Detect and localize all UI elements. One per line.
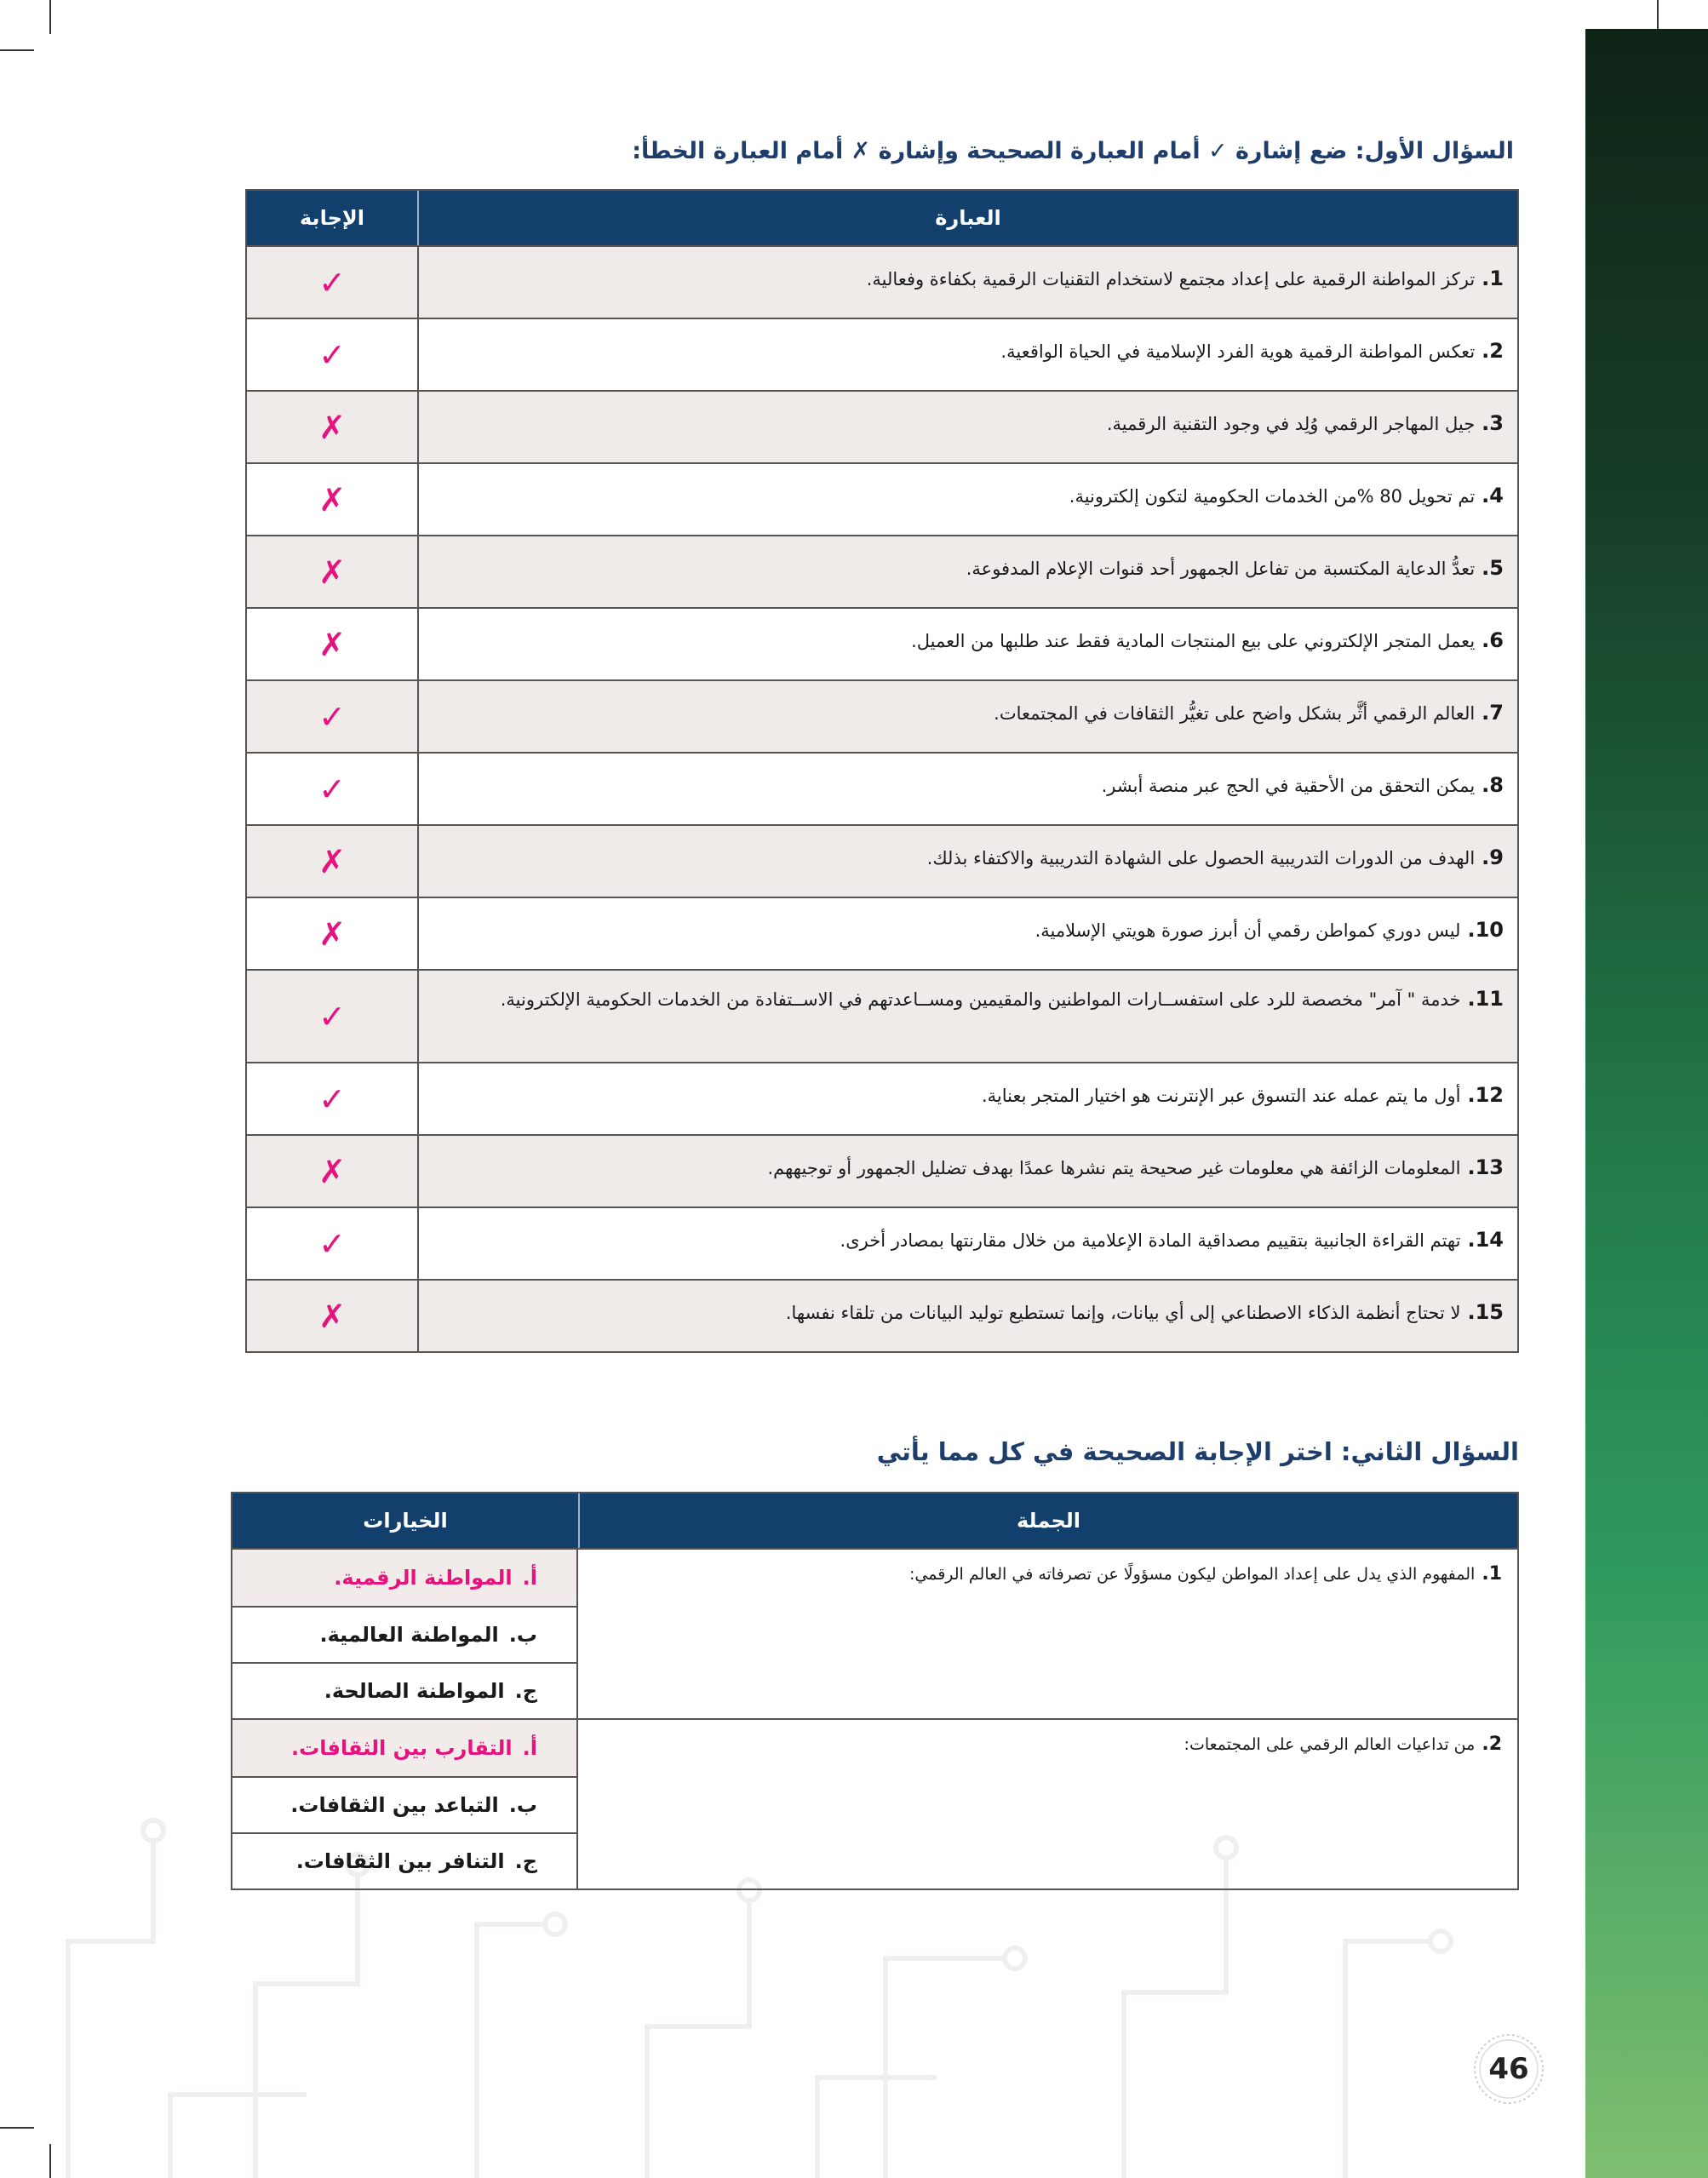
option: [232, 1662, 576, 1718]
statement-content: [1000, 319, 1504, 371]
statement-cell: [419, 681, 1517, 752]
sentence-cell: [578, 1720, 1517, 1889]
answer-column-header: الإجابة: [247, 191, 419, 245]
option-text: التنافر بين الثقافات.: [295, 1849, 505, 1873]
statement-number: 7.: [1482, 701, 1504, 725]
statement-content: [927, 826, 1504, 878]
check-mark-icon: ✓: [247, 1063, 419, 1134]
cross-mark-icon: ✗: [247, 392, 419, 462]
question-item: [232, 1718, 1517, 1889]
statement-number: 12.: [1467, 1083, 1504, 1107]
statement-number: 2.: [1482, 339, 1504, 363]
table-row: [247, 824, 1517, 897]
table-row: [247, 1062, 1517, 1134]
statement-cell: [419, 1281, 1517, 1351]
statement-text: خدمة " آمر" مخصصة للرد على استفســارات المواطنين والمقيمين ومســاعدتهم في الاســتفادة من الخدمات الحكومية الإلكترونية.: [500, 989, 1461, 1010]
crop-mark: [0, 49, 34, 51]
statement-text: تعدُّ الدعاية المكتسبة من تفاعل الجمهور أحد قنوات الإعلام المدفوعة.: [966, 559, 1476, 579]
table-row: [247, 969, 1517, 1062]
statement-cell: [419, 826, 1517, 897]
sentence-number: 1.: [1482, 1563, 1502, 1585]
statement-text: ليس دوري كمواطن رقمي أن أبرز صورة هويتي الإسلامية.: [1035, 920, 1461, 941]
true-false-table: [245, 189, 1519, 1353]
crop-mark: [49, 0, 51, 34]
table-row: [247, 245, 1517, 318]
option: [232, 1776, 576, 1832]
statement-text: أول ما يتم عمله عند التسوق عبر الإنترنت هو اختيار المتجر بعناية.: [981, 1086, 1461, 1106]
statement-content: [911, 609, 1504, 661]
options-cell: [232, 1720, 578, 1889]
question-2-title: السؤال الثاني: اختر الإجابة الصحيحة في كل مما يأتي: [876, 1437, 1519, 1466]
page-number-text: 46: [1488, 2052, 1529, 2086]
statement-content: [1107, 392, 1504, 444]
statement-content: [966, 536, 1504, 588]
sentence-cell: [578, 1550, 1517, 1718]
statement-content: [994, 681, 1504, 733]
check-mark-icon: ✓: [247, 681, 419, 752]
statement-cell: [419, 247, 1517, 318]
statement-number: 3.: [1482, 411, 1504, 435]
statement-content: [840, 1208, 1504, 1260]
statement-column-header: العبارة: [935, 206, 1001, 230]
option-letter: ج.: [514, 1849, 537, 1873]
table-row: [247, 752, 1517, 824]
table-row: [247, 607, 1517, 679]
sentence-text: المفهوم الذي يدل على إعداد المواطن ليكون مسؤولًا عن تصرفاته في العالم الرقمي:: [908, 1565, 1476, 1584]
option-correct: [232, 1550, 576, 1606]
cross-mark-icon: ✗: [247, 536, 419, 607]
statement-text: جيل المهاجر الرقمي وُلِد في وجود التقنية الرقمية.: [1106, 414, 1476, 434]
statement-number: 11.: [1467, 987, 1504, 1011]
option-text: المواطنة العالمية.: [319, 1623, 499, 1647]
statement-content: [867, 247, 1504, 299]
option-letter: أ.: [522, 1566, 537, 1590]
green-side-bar: [1585, 29, 1708, 2178]
check-mark-icon: ✓: [247, 1208, 419, 1279]
statement-cell: [419, 392, 1517, 462]
statement-text: الهدف من الدورات التدريبية الحصول على الشهادة التدريبية والاكتفاء بذلك.: [926, 848, 1476, 868]
statement-cell: [419, 609, 1517, 679]
statement-number: 4.: [1482, 484, 1504, 507]
table-header: [247, 191, 1517, 245]
statement-content: [767, 1136, 1504, 1188]
table-row: [247, 897, 1517, 969]
statement-cell: [419, 536, 1517, 607]
table-row: [247, 1279, 1517, 1351]
statement-text: لا تحتاج أنظمة الذكاء الاصطناعي إلى أي بيانات، وإنما تستطيع توليد البيانات من تلقاء نفسها.: [785, 1303, 1461, 1323]
question-1-title: السؤال الأول: ضع إشارة ✓ أمام العبارة الصحيحة وإشارة ✗ أمام العبارة الخطأ:: [632, 138, 1514, 164]
statement-text: يعمل المتجر الإلكتروني على بيع المنتجات المادية فقط عند طلبها من العميل.: [911, 631, 1476, 651]
options-cell: [232, 1550, 578, 1718]
statement-text: تركز المواطنة الرقمية على إعداد مجتمع لاستخدام التقنيات الرقمية بكفاءة وفعالية.: [866, 269, 1476, 289]
table-row: [247, 318, 1517, 390]
statement-number: 13.: [1467, 1155, 1504, 1179]
statement-text: المعلومات الزائفة هي معلومات غير صحيحة يتم نشرها عمدًا بهدف تضليل الجمهور أو توجيههم.: [767, 1158, 1461, 1178]
table-header: [232, 1493, 1517, 1548]
statement-number: 14.: [1467, 1228, 1504, 1252]
option-correct: [232, 1720, 576, 1776]
option-letter: أ.: [522, 1736, 537, 1760]
options-column-header: الخيارات: [232, 1493, 580, 1548]
statement-number: 9.: [1482, 845, 1504, 869]
statement-cell: [419, 971, 1517, 1062]
table-row: [247, 1134, 1517, 1206]
sentence-text: من تداعيات العالم الرقمي على المجتمعات:: [1184, 1735, 1476, 1754]
statement-number: 8.: [1482, 773, 1504, 797]
statement-content: [1035, 898, 1504, 950]
statement-content: [1069, 464, 1504, 516]
statement-number: 15.: [1467, 1300, 1504, 1324]
option-text: المواطنة الرقمية.: [334, 1566, 513, 1590]
statement-number: 1.: [1482, 267, 1504, 290]
statement-content: [1102, 754, 1504, 805]
option-text: التباعد بين الثقافات.: [290, 1793, 499, 1817]
sentence-column-header: الجملة: [1017, 1509, 1080, 1533]
statement-content: [501, 971, 1504, 1019]
check-mark-icon: ✓: [247, 319, 419, 390]
table-row: [247, 679, 1517, 752]
table-body: [247, 245, 1517, 1351]
table-row: [247, 1206, 1517, 1279]
option-letter: ج.: [514, 1679, 537, 1703]
statement-text: تهتم القراءة الجانبية بتقييم مصداقية المادة الإعلامية من خلال مقارنتها بمصادر أخرى.: [840, 1230, 1461, 1251]
statement-cell: [419, 754, 1517, 824]
statement-text: العالم الرقمي أثَّر بشكل واضح على تغيُّر الثقافات في المجتمعات.: [994, 703, 1476, 724]
table-row: [247, 535, 1517, 607]
cross-mark-icon: ✗: [247, 898, 419, 969]
statement-text: تم تحويل 80 %من الخدمات الحكومية لتكون إلكترونية.: [1069, 486, 1476, 507]
cross-mark-icon: ✗: [247, 464, 419, 535]
check-mark-icon: ✓: [247, 247, 419, 318]
statement-cell: [419, 464, 1517, 535]
statement-cell: [419, 1063, 1517, 1134]
table-body: [232, 1548, 1517, 1889]
statement-cell: [419, 898, 1517, 969]
statement-text: تعكس المواطنة الرقمية هوية الفرد الإسلامية في الحياة الواقعية.: [1000, 341, 1476, 362]
cross-mark-icon: ✗: [247, 826, 419, 897]
check-mark-icon: ✓: [247, 754, 419, 824]
check-mark-icon: ✓: [247, 971, 419, 1062]
statement-number: 6.: [1482, 628, 1504, 652]
option-letter: ب.: [508, 1623, 537, 1647]
statement-content: [982, 1063, 1504, 1115]
cross-mark-icon: ✗: [247, 1281, 419, 1351]
question-item: [232, 1548, 1517, 1718]
option-text: المواطنة الصالحة.: [324, 1679, 505, 1703]
option-text: التقارب بين الثقافات.: [291, 1736, 513, 1760]
statement-text: يمكن التحقق من الأحقية في الحج عبر منصة أبشر.: [1101, 776, 1476, 796]
sentence-number: 2.: [1482, 1734, 1502, 1755]
cross-mark-icon: ✗: [247, 1136, 419, 1206]
page-number: [1466, 2026, 1551, 2112]
multiple-choice-table: [231, 1492, 1519, 1890]
statement-cell: [419, 1136, 1517, 1206]
cross-mark-icon: ✗: [247, 609, 419, 679]
option: [232, 1832, 576, 1889]
table-row: [247, 462, 1517, 535]
statement-cell: [419, 1208, 1517, 1279]
table-row: [247, 390, 1517, 462]
option: [232, 1606, 576, 1662]
statement-cell: [419, 319, 1517, 390]
statement-content: [786, 1281, 1504, 1333]
statement-number: 5.: [1482, 556, 1504, 580]
statement-number: 10.: [1467, 918, 1504, 942]
option-letter: ب.: [508, 1793, 537, 1817]
